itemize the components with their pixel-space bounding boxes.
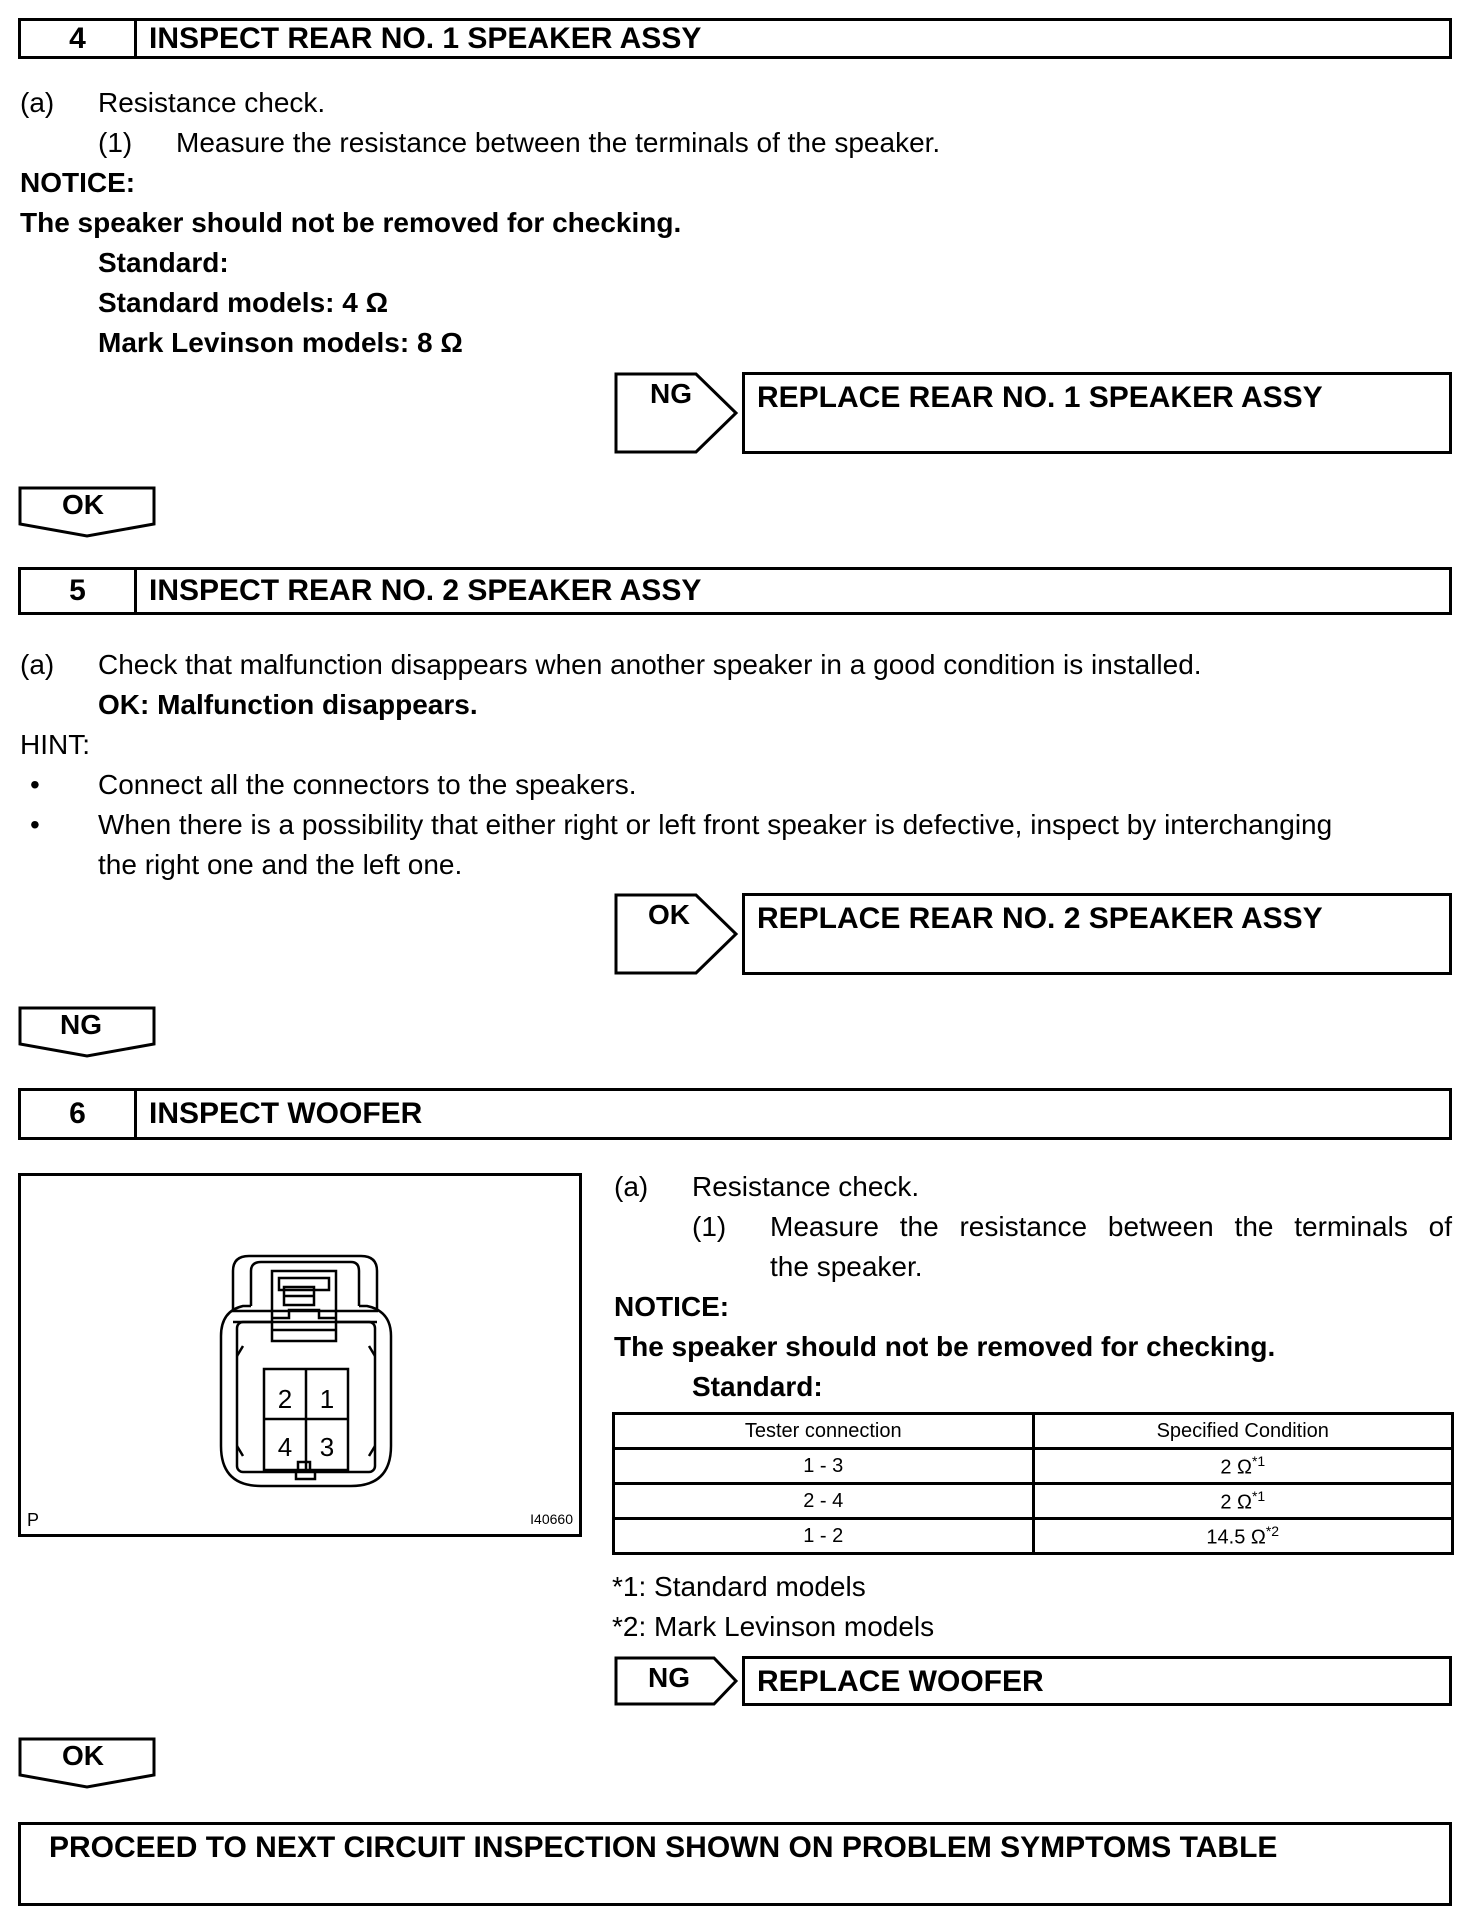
connector-icon: [21, 1176, 579, 1534]
step-6-header: [18, 1088, 1452, 1140]
hint-item: When there is a possibility that either right or left front speaker is defective, inspect by interchanging: [98, 809, 1333, 840]
ok-continue-tag[interactable]: [18, 486, 156, 536]
value: 2 Ω: [1220, 1456, 1252, 1479]
notice-label: NOTICE:: [614, 1291, 730, 1322]
specified-condition-cell: [1033, 1449, 1453, 1484]
step-number: 5: [21, 570, 137, 612]
footnote-ref: *1: [1251, 1487, 1266, 1504]
hint-label: HINT:: [20, 729, 90, 760]
item-text: Resistance check.: [98, 87, 326, 118]
figure-id: I40660: [530, 1511, 573, 1527]
table-header-row: [614, 1414, 1453, 1449]
specification-table: [612, 1412, 1454, 1555]
hint-item: Connect all the connectors to the speakers.: [98, 769, 637, 800]
sub-item-text-continued: the speaker.: [770, 1251, 923, 1282]
sub-item-label: (1): [98, 127, 133, 158]
tag-label: NG: [60, 1009, 102, 1040]
step-title: INSPECT REAR NO. 1 SPEAKER ASSY: [149, 21, 702, 55]
standard-value: Standard models: 4 Ω: [98, 287, 389, 318]
replace-woofer-action[interactable]: REPLACE WOOFER: [742, 1656, 1452, 1706]
ng-continue-tag[interactable]: [18, 1006, 156, 1056]
ok-branch-tag[interactable]: [614, 893, 744, 975]
sub-item-text: Measure the resistance between the terminals of: [770, 1211, 1452, 1242]
standard-label: Standard:: [692, 1371, 823, 1402]
footnote-ref: *2: [1265, 1522, 1280, 1539]
notice-text: The speaker should not be removed for checking.: [20, 207, 682, 238]
value: 2 Ω: [1220, 1491, 1252, 1514]
item-label-a: (a): [20, 649, 55, 680]
ok-condition: OK: Malfunction disappears.: [98, 689, 478, 720]
tag-label: NG: [650, 378, 692, 409]
replace-rear-no1-action[interactable]: REPLACE REAR NO. 1 SPEAKER ASSY: [742, 372, 1452, 454]
step-title: INSPECT WOOFER: [149, 1097, 423, 1130]
column-header: Tester connection: [614, 1414, 1034, 1449]
specified-condition-cell: [1033, 1519, 1453, 1554]
proceed-next-circuit-action[interactable]: PROCEED TO NEXT CIRCUIT INSPECTION SHOWN ON PROBLEM SYMPTOMS TABLE: [18, 1822, 1452, 1906]
item-text: Check that malfunction disappears when another speaker in a good condition is installed.: [98, 649, 1202, 680]
table-row: [614, 1519, 1453, 1554]
bullet: •: [30, 809, 40, 840]
step-title: INSPECT REAR NO. 2 SPEAKER ASSY: [149, 574, 702, 607]
table-row: [614, 1484, 1453, 1519]
bullet: •: [30, 769, 40, 800]
tag-label: OK: [62, 1740, 104, 1771]
pin-label: 4: [277, 1432, 293, 1462]
tester-connection-cell: 1 - 2: [614, 1519, 1034, 1554]
standard-value: Mark Levinson models: 8 Ω: [98, 327, 463, 358]
specified-condition-cell: [1033, 1484, 1453, 1519]
ok-continue-tag[interactable]: [18, 1737, 156, 1787]
item-label-a: (a): [614, 1171, 649, 1202]
sub-item-label: (1): [692, 1211, 727, 1242]
tag-label: OK: [62, 489, 104, 520]
hint-item-continued: the right one and the left one.: [98, 849, 463, 880]
value: 14.5 Ω: [1206, 1526, 1266, 1549]
tag-label: OK: [648, 899, 690, 930]
ng-branch-tag[interactable]: [614, 1656, 744, 1706]
footnote: *2: Mark Levinson models: [612, 1611, 935, 1642]
table-row: [614, 1449, 1453, 1484]
footnote-ref: *1: [1251, 1452, 1266, 1469]
footnote: *1: Standard models: [612, 1571, 866, 1602]
ng-branch-tag[interactable]: [614, 372, 744, 454]
sub-item-text: Measure the resistance between the terminals of the speaker.: [176, 127, 941, 158]
step-4-header: [18, 18, 1452, 59]
figure-prefix: P: [27, 1510, 40, 1530]
woofer-connector-diagram: [18, 1173, 582, 1537]
step-number: 4: [21, 21, 137, 56]
notice-text: The speaker should not be removed for checking.: [614, 1331, 1276, 1362]
step-5-header: [18, 567, 1452, 615]
pin-label: 3: [319, 1432, 335, 1462]
tester-connection-cell: 1 - 3: [614, 1449, 1034, 1484]
notice-label: NOTICE:: [20, 167, 136, 198]
item-label-a: (a): [20, 87, 55, 118]
pin-label: 2: [277, 1384, 293, 1414]
step-number: 6: [21, 1091, 137, 1137]
item-text: Resistance check.: [692, 1171, 920, 1202]
tag-label: NG: [648, 1662, 690, 1693]
standard-label: Standard:: [98, 247, 229, 278]
tester-connection-cell: 2 - 4: [614, 1484, 1034, 1519]
replace-rear-no2-action[interactable]: REPLACE REAR NO. 2 SPEAKER ASSY: [742, 893, 1452, 975]
pin-label: 1: [319, 1384, 335, 1414]
column-header: Specified Condition: [1033, 1414, 1453, 1449]
